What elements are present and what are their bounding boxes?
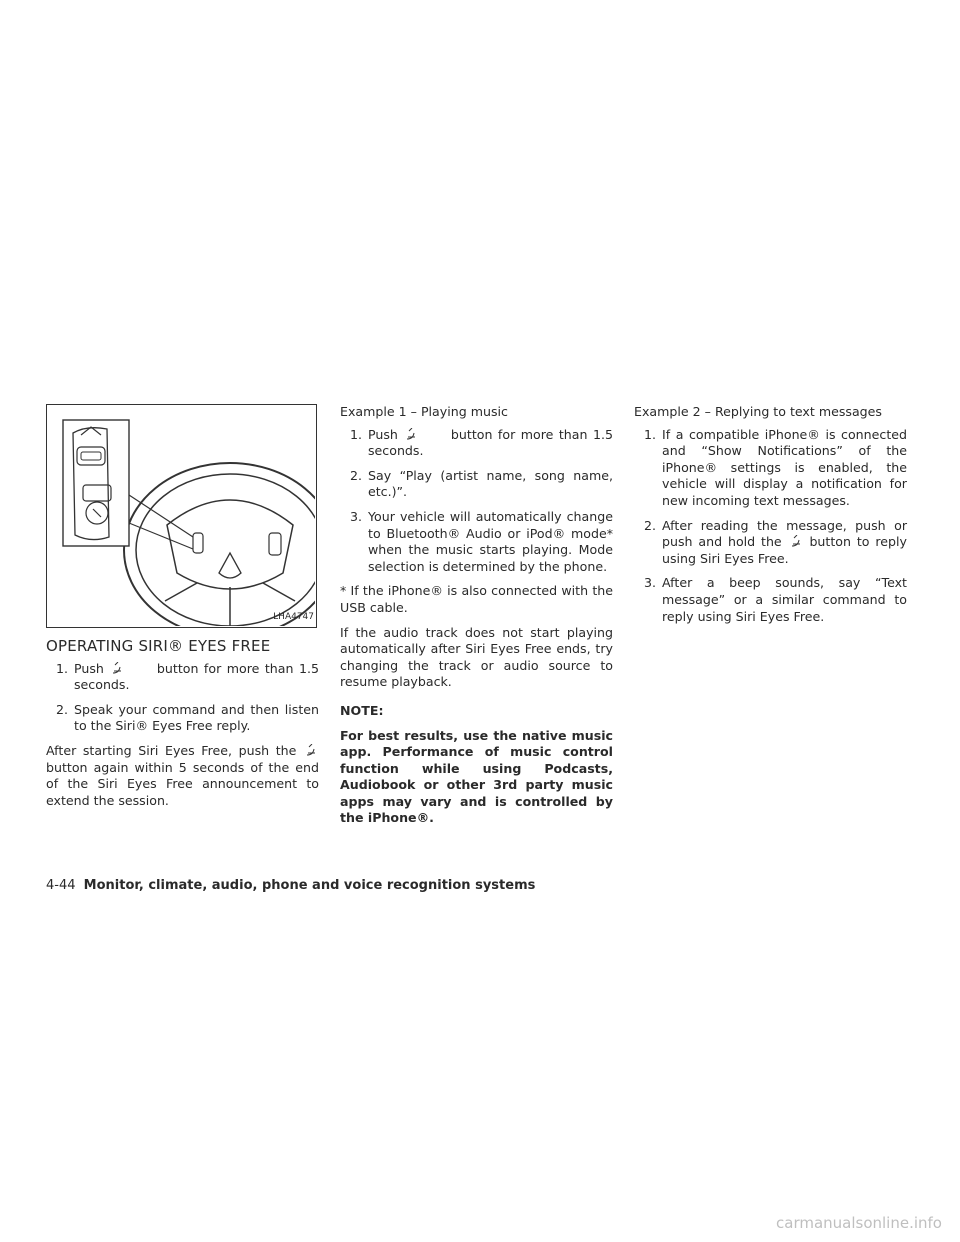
step-text: Say “Play (artist name, song name, etc.)”. [368, 467, 613, 500]
step-text-before: Push [368, 426, 398, 442]
footer-section-title: Monitor, climate, audio, phone and voice recognition systems [83, 878, 536, 893]
step-text: Your vehicle will automatically change to Bluetooth® Audio or iPod® mode* when the music starts playing. Mode selection is determined by the phone. [368, 508, 613, 574]
step-text-after: button to reply using Siri Eyes Free. [662, 534, 907, 566]
step-text: After a beep sounds, say “Text message” or a similar command to reply using Siri Eyes Free. [662, 575, 907, 624]
step-number: 2. [643, 517, 656, 533]
example-1-step-3 [340, 509, 613, 575]
figure-code: LHA4747 [273, 612, 314, 623]
steering-wheel-figure [46, 404, 317, 628]
step-number: 1. [55, 660, 68, 676]
footnote: * If the iPhone® is also connected with the USB cable. [340, 583, 613, 615]
watermark: carmanualsonline.info [776, 1214, 942, 1232]
example-1-step-2 [340, 468, 613, 501]
step-text-before: After reading the message, push or push and hold the [662, 517, 907, 550]
voice-recognition-icon [305, 744, 317, 756]
example-2-title: Example 2 – Replying to text messages [634, 404, 882, 419]
example-1-title: Example 1 – Playing music [340, 404, 508, 419]
page-footer [46, 878, 535, 893]
step-number: 3. [643, 575, 656, 591]
example-2-step-3 [634, 575, 907, 625]
step-number: 1. [643, 426, 656, 442]
example-2-step-2 [634, 518, 907, 568]
column-3 [634, 404, 907, 633]
section-title: OPERATING SIRI® EYES FREE [46, 637, 271, 655]
example-1-paragraph: If the audio track does not start playing automatically after Siri Eyes Free ends, try changing the track or audio source to resume playback. [340, 624, 613, 690]
step-number: 3. [349, 508, 362, 524]
example-2-step-1 [634, 427, 907, 510]
example-1-step-1 [340, 427, 613, 460]
step-number: 1. [349, 426, 362, 442]
page-number: 4-44 [46, 878, 76, 893]
step-number: 2. [55, 701, 68, 717]
note-text: For best results, use the native music app. Performance of music control function while using Podcasts, Audiobook or other 3rd party music apps may vary and is controlled by the iPhone®. [340, 727, 613, 826]
voice-recognition-icon [790, 535, 802, 547]
step-text: Speak your command and then listen to the Siri® Eyes Free reply. [74, 701, 319, 734]
section-step-2 [46, 702, 319, 735]
column-2 [340, 404, 613, 827]
paragraph-text-after: button again within 5 seconds of the end of the Siri Eyes Free announcement to extend the session. [46, 759, 319, 808]
voice-recognition-icon [111, 662, 123, 674]
section-paragraph [46, 743, 319, 809]
section-step-1 [46, 661, 319, 694]
note-heading: NOTE: [340, 702, 384, 718]
paragraph-text-before: After starting Siri Eyes Free, push the [46, 742, 297, 758]
step-text-before: Push [74, 660, 104, 676]
step-number: 2. [349, 467, 362, 483]
step-text: If a compatible iPhone® is connected and “Show Notifications” of the iPhone® settings is enabled, the vehicle will display a notification for new incoming text messages. [662, 426, 907, 508]
step-text-after: button for more than 1.5 seconds. [368, 426, 613, 459]
step-text-after: button for more than 1.5 seconds. [74, 660, 319, 693]
voice-recognition-icon [405, 428, 417, 440]
column-1 [46, 404, 319, 817]
steering-wheel-illustration [47, 405, 315, 626]
